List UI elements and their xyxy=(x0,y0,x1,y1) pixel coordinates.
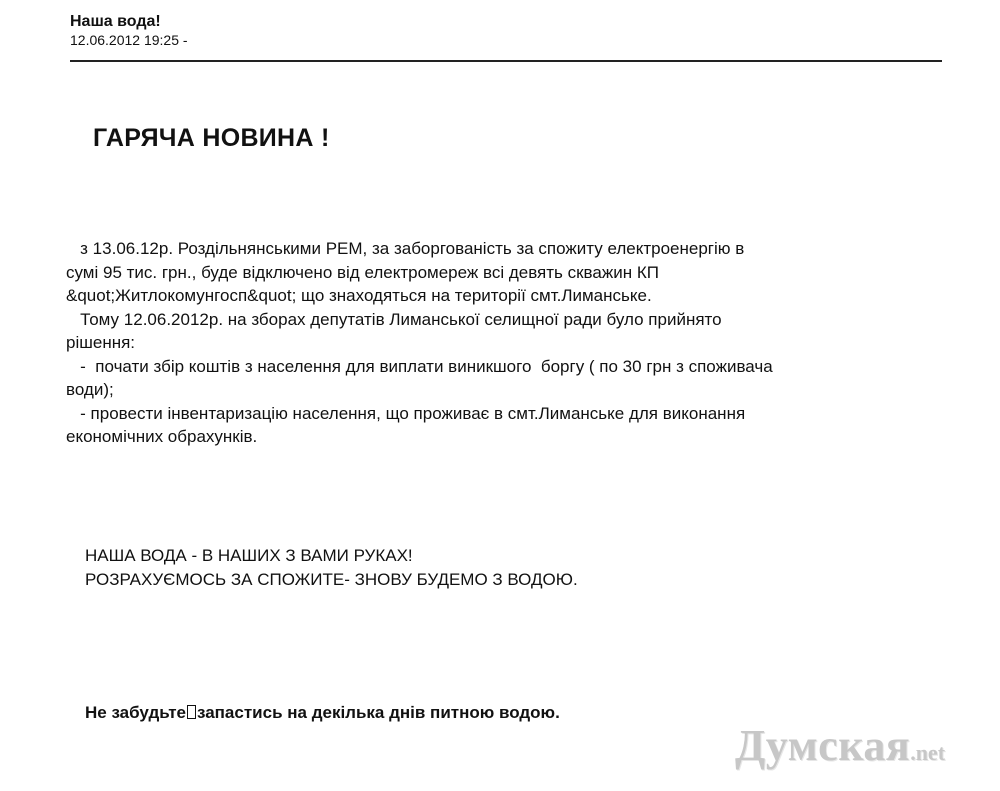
document-title: Наша вода! xyxy=(70,13,161,30)
body-line: &quot;Житлокомунгосп&quot; що знаходяться на території смт.Лиманське. xyxy=(66,286,652,305)
body-line: води); xyxy=(66,380,114,399)
reminder-part-1: Не забудьте xyxy=(85,703,186,722)
headline: ГАРЯЧА НОВИНА ! xyxy=(93,124,330,152)
slogan-line: НАША ВОДА - В НАШИХ З ВАМИ РУКАХ! xyxy=(85,546,413,565)
missing-glyph-box xyxy=(187,705,196,719)
document-header xyxy=(70,12,942,49)
body-line: економічних обрахунків. xyxy=(66,427,258,446)
header-divider xyxy=(70,60,942,62)
body-line: - почати збір коштів з населення для виплати виникшого боргу ( по 30 грн з споживача xyxy=(66,356,773,376)
body-line: - провести інвентаризацію населення, що проживає в смт.Лиманське для виконання xyxy=(66,403,746,423)
body-line: сумі 95 тис. грн., буде відключено від електромереж всі девять скважин КП xyxy=(66,262,659,282)
body-line: рішення: xyxy=(66,333,136,352)
body-line: з 13.06.12р. Роздільнянськими РЕМ, за заборгованість за спожиту електроенергію в xyxy=(66,239,745,258)
body-line: Тому 12.06.2012р. на зборах депутатів Лиманської селищної ради було прийнято xyxy=(66,309,722,329)
reminder-part-2: запастись на декілька днів питною водою. xyxy=(196,703,560,722)
article-body xyxy=(66,237,926,449)
watermark-main: Думская xyxy=(735,721,911,770)
slogan-line: РОЗРАХУЄМОСЬ ЗА СПОЖИТЕ- ЗНОВУ БУДЕМО З ВОДОЮ. xyxy=(85,570,578,589)
reminder-text xyxy=(85,703,560,723)
slogan xyxy=(85,544,578,592)
watermark-tld: .net xyxy=(910,740,946,765)
site-watermark xyxy=(735,720,945,771)
document-date: 12.06.2012 19:25 - xyxy=(70,32,188,48)
